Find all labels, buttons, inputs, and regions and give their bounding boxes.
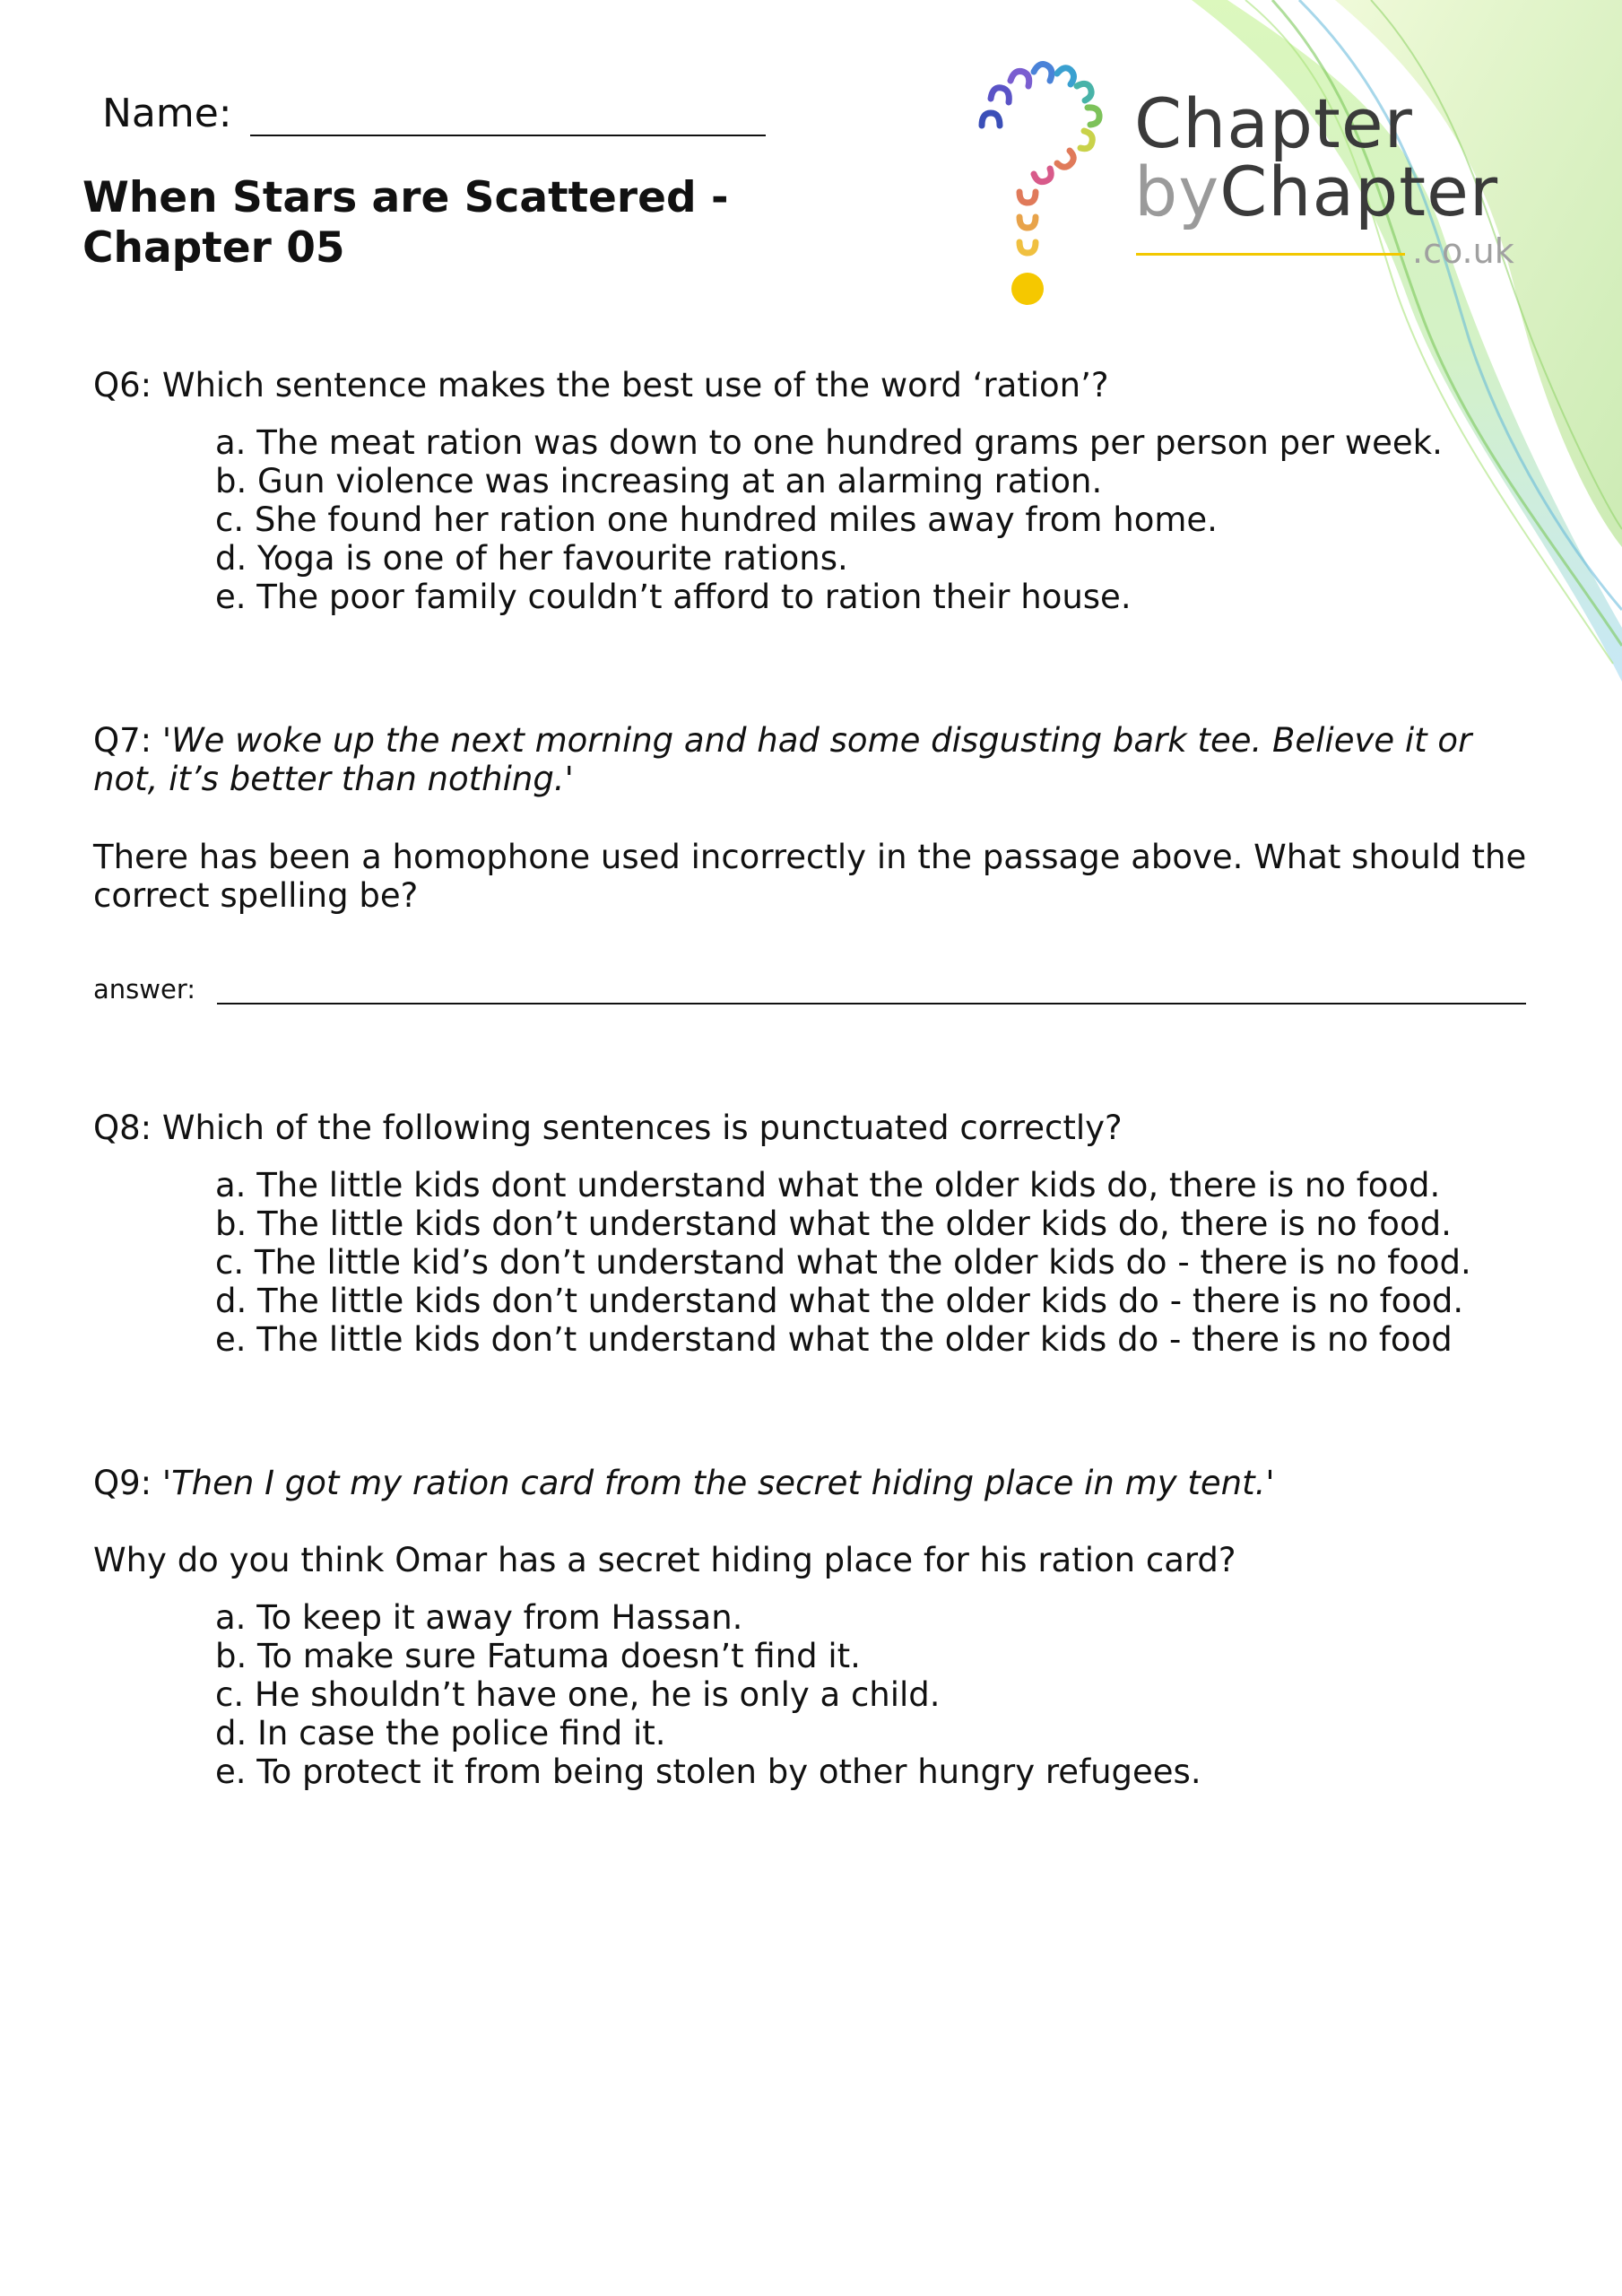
q7-label: Q7: xyxy=(93,721,152,760)
q9-option-d[interactable]: d. In case the police find it. xyxy=(215,1714,666,1752)
logo-domain: .co.uk xyxy=(1412,231,1514,271)
q8-option-c[interactable]: c. The little kid’s don’t understand what the older kids do - there is no food. xyxy=(215,1243,1471,1282)
logo-wordmark xyxy=(1134,83,1499,231)
logo-text-chapter-2: Chapter xyxy=(1219,152,1499,231)
title-line-2: Chapter 05 xyxy=(82,223,345,273)
q9-option-b[interactable]: b. To make sure Fatuma doesn’t find it. xyxy=(215,1637,861,1675)
q9-quote-block xyxy=(93,1464,1537,1502)
q7-question: There has been a homophone used incorrectly in the passage above. What should the correct spelling be? xyxy=(93,838,1527,915)
q6-prompt: Q6: Which sentence makes the best use of the word ‘ration’? xyxy=(93,366,1109,404)
q8-option-a[interactable]: a. The little kids dont understand what the older kids do, there is no food. xyxy=(215,1166,1441,1205)
q8-options xyxy=(215,1166,1471,1359)
logo-text-chapter: Chapter xyxy=(1134,83,1413,163)
q8-prompt: Q8: Which of the following sentences is punctuated correctly? xyxy=(93,1109,1123,1147)
q7-quote-block xyxy=(93,721,1537,798)
q6-option-d[interactable]: d. Yoga is one of her favourite rations. xyxy=(215,539,848,578)
q6-option-a[interactable]: a. The meat ration was down to one hundred grams per person per week. xyxy=(215,423,1443,462)
name-field[interactable] xyxy=(102,90,766,136)
answer-blank-line[interactable] xyxy=(217,985,1526,1004)
logo-text-bychapter xyxy=(1134,152,1499,231)
logo-underline xyxy=(1136,253,1405,256)
q9-label: Q9: xyxy=(93,1464,152,1502)
q9-option-c[interactable]: c. He shouldn’t have one, he is only a child. xyxy=(215,1675,941,1714)
q6-options xyxy=(215,423,1443,616)
title-line-1: When Stars are Scattered - xyxy=(82,173,729,222)
q8-option-b[interactable]: b. The little kids don’t understand what the older kids do, there is no food. xyxy=(215,1205,1452,1243)
answer-label: answer: xyxy=(93,974,196,1004)
logo-text-by: by xyxy=(1134,152,1220,231)
name-blank-line[interactable] xyxy=(250,90,766,136)
q9-question: Why do you think Omar has a secret hiding place for his ration card? xyxy=(93,1541,1236,1579)
q6-option-c[interactable]: c. She found her ration one hundred miles away from home. xyxy=(215,500,1218,539)
name-label: Name: xyxy=(102,91,232,136)
worksheet-title xyxy=(82,173,729,274)
q7-quote: 'We woke up the next morning and had some disgusting bark tee. Believe it or not, it’s better than nothing.' xyxy=(93,721,1472,798)
chapter-by-chapter-logo xyxy=(964,54,1538,314)
q6-option-e[interactable]: e. The poor family couldn’t afford to ration their house. xyxy=(215,578,1132,616)
q8-option-d[interactable]: d. The little kids don’t understand what the older kids do - there is no food. xyxy=(215,1282,1464,1320)
q8-option-e[interactable]: e. The little kids don’t understand what the older kids do - there is no food xyxy=(215,1320,1453,1359)
q6-option-b[interactable]: b. Gun violence was increasing at an alarming ration. xyxy=(215,462,1103,500)
q9-quote: 'Then I got my ration card from the secret hiding place in my tent.' xyxy=(161,1464,1275,1502)
q9-option-a[interactable]: a. To keep it away from Hassan. xyxy=(215,1598,743,1637)
q9-options xyxy=(215,1598,1201,1791)
q9-option-e[interactable]: e. To protect it from being stolen by other hungry refugees. xyxy=(215,1752,1201,1791)
q7-answer-field[interactable] xyxy=(93,974,1526,1004)
question-mark-books-icon xyxy=(964,54,1116,314)
